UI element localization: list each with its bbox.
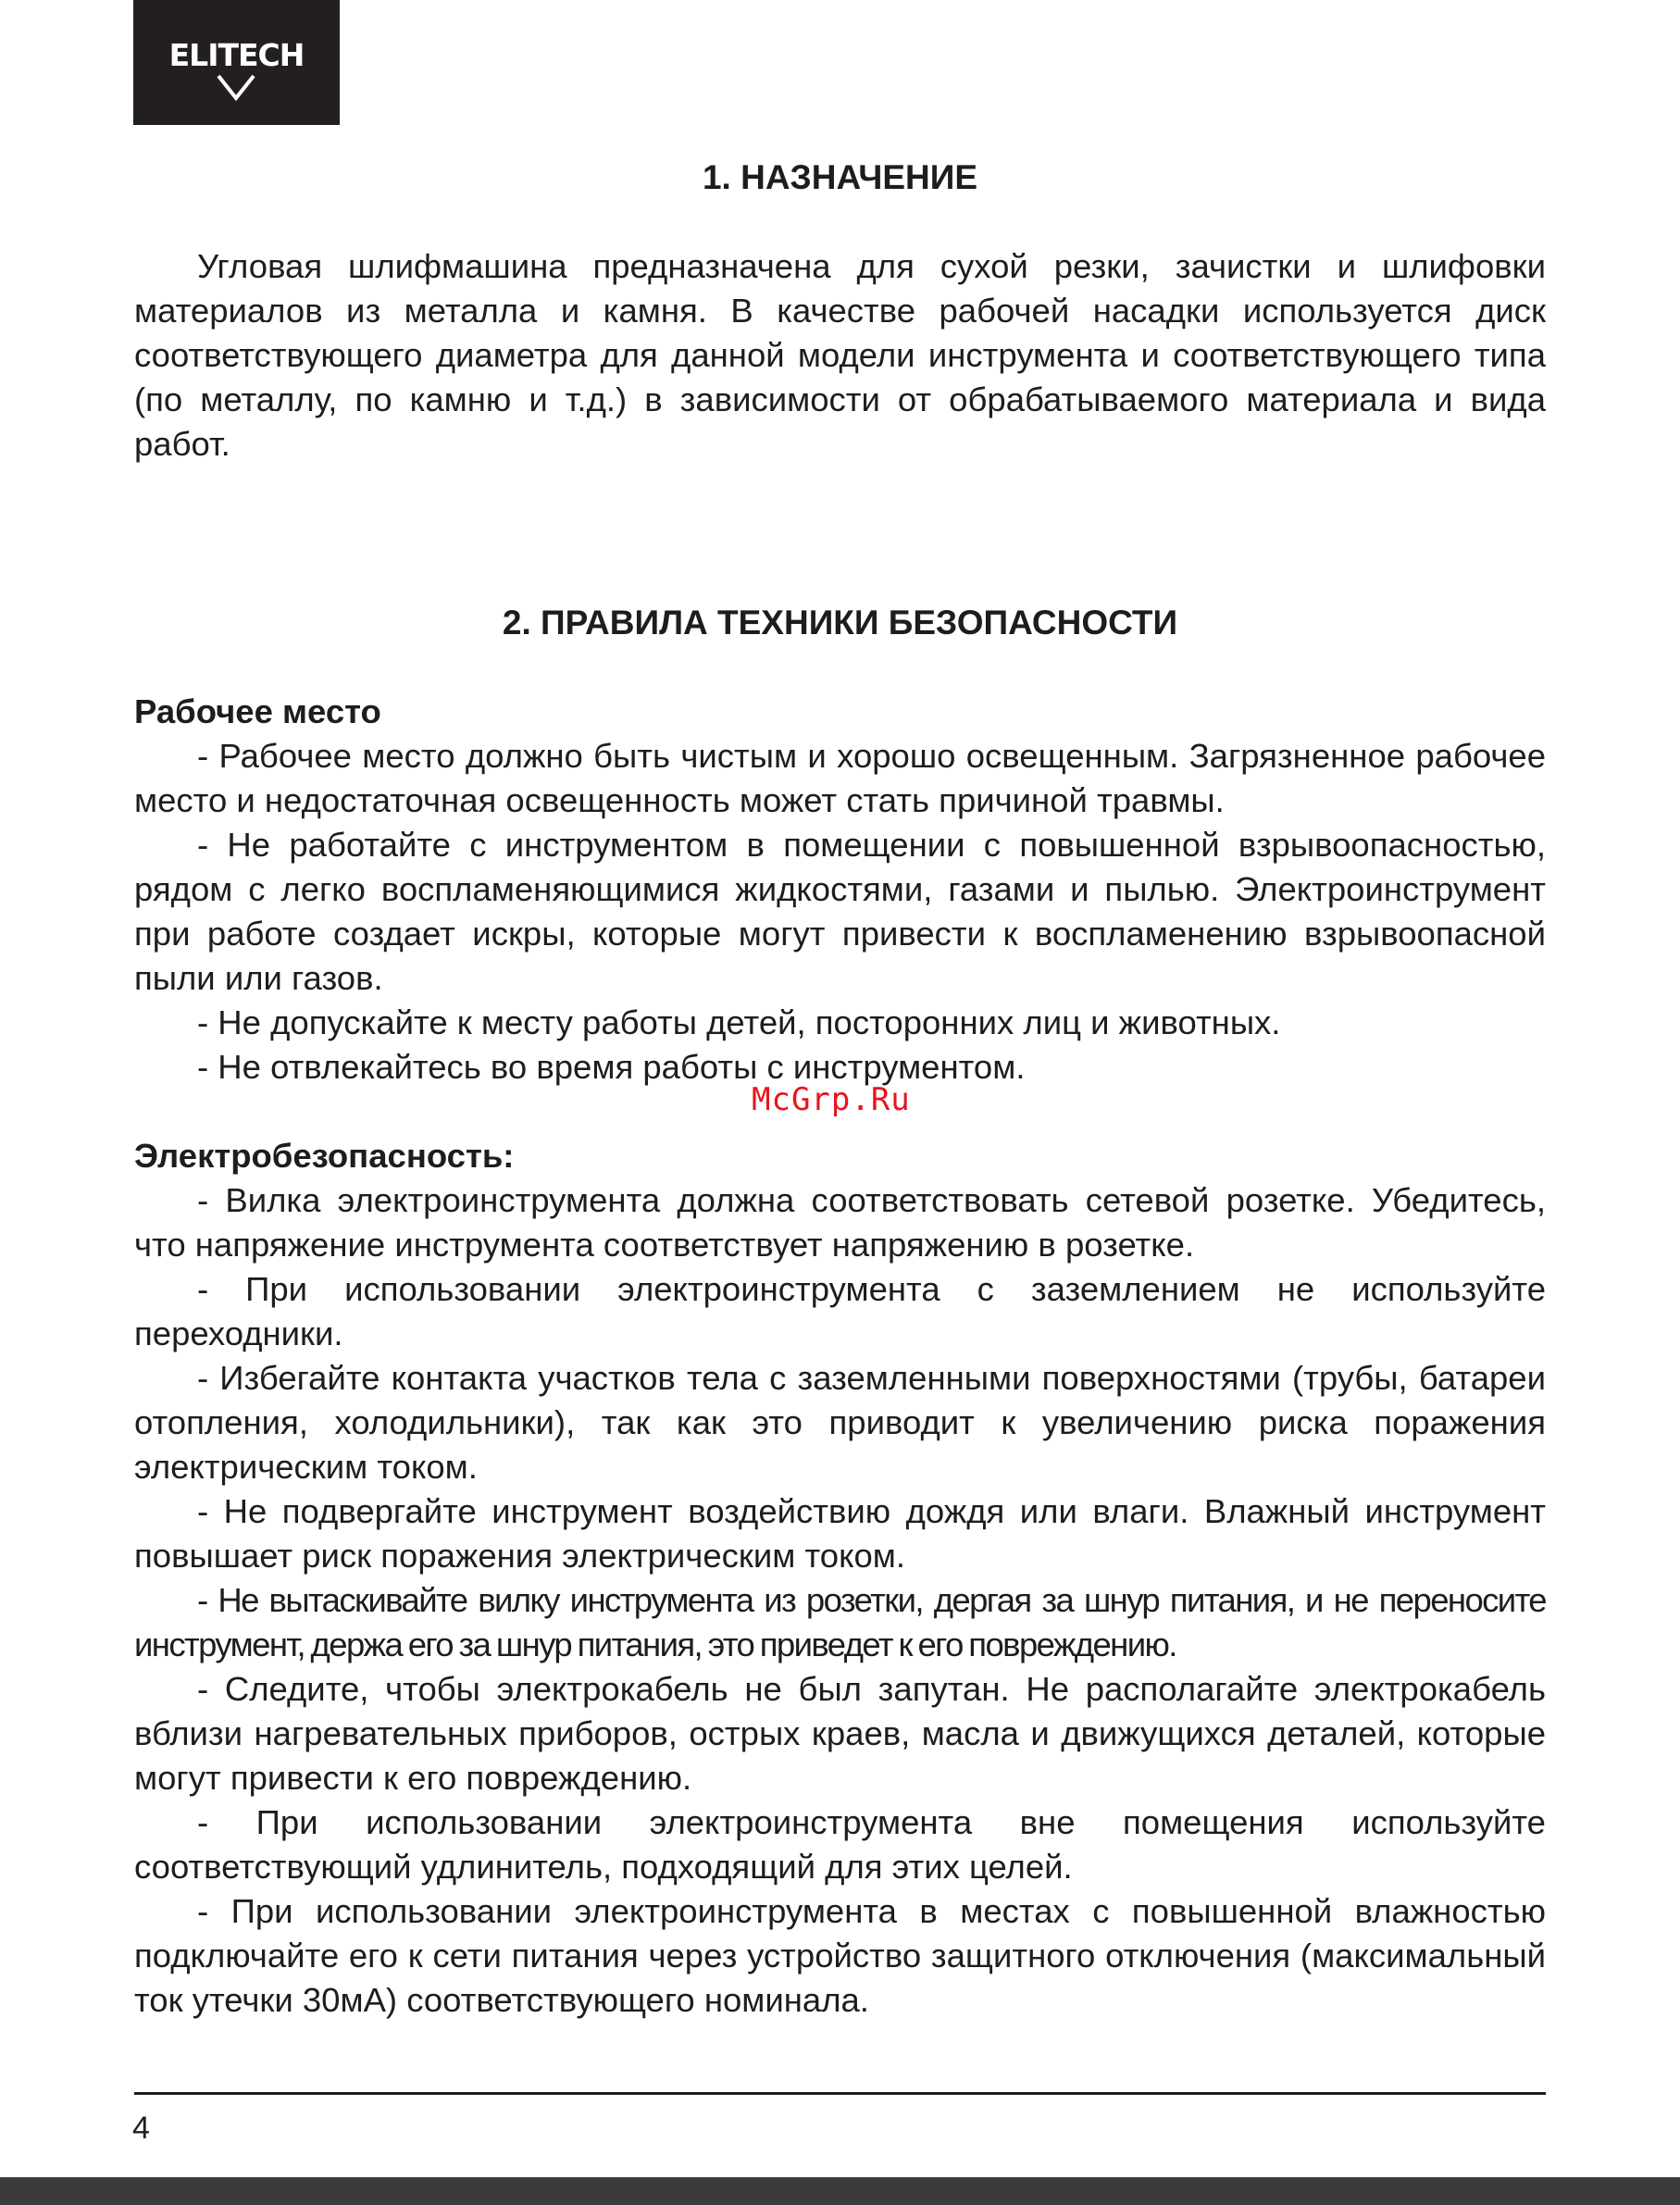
brand-logo-text: ELITECH — [168, 37, 305, 73]
electrical-item: - При использовании электроинструмента вне помещения используйте соответствующий удлинитель, подходящий для этих целей. — [134, 1803, 1546, 1886]
section-1-paragraph: Угловая шлифмашина предназначена для сухой резки, зачистки и шлифовки материалов из металла и камня. В качестве рабочей насадки используется диск соответствующего диаметра для данной модели инструмента и соответствующего типа (по металлу, по камню и т.д.) в зависимости от обрабатываемого материала и вида работ. — [134, 247, 1546, 463]
workplace-item: - Не отвлекайтесь во время работы с инструментом. — [197, 1048, 1026, 1086]
electrical-item: - При использовании электроинструмента в местах с повышенной влажностью подключайте его к сети питания через устройство защитного отключения (максимальный ток утечки 30мА) соответствующего номинала. — [134, 1892, 1546, 2019]
electrical-item: - Не вытаскивайте вилку инструмента из розетки, дергая за шнур питания, и не переносите инструмент, держа его за шнур питания, это приведет к его повреждению. — [134, 1581, 1546, 1663]
workplace-item: - Не работайте с инструментом в помещении с повышенной взрывоопасностью, рядом с легко воспламеняющимися жидкостями, газами и пылью. Электроинструмент при работе создает искры, которые могут привести к воспламенению взрывоопасной пыли или газов. — [134, 826, 1546, 997]
section-2-title: 2. ПРАВИЛА ТЕХНИКИ БЕЗОПАСНОСТИ — [502, 604, 1178, 642]
electrical-item: - Не подвергайте инструмент воздействию дождя или влаги. Влажный инструмент повышает риск поражения электрическим током. — [134, 1492, 1546, 1575]
electrical-item: - Вилка электроинструмента должна соответствовать сетевой розетке. Убедитесь, что напряжение инструмента соответствует напряжению в розетке. — [134, 1181, 1546, 1264]
electrical-item: - Избегайте контакта участков тела с заземленными поверхностями (трубы, батареи отопления, холодильники), так как это приводит к увеличению риска поражения электрическим током. — [134, 1359, 1546, 1486]
electrical-item: - При использовании электроинструмента с заземлением не используйте переходники. — [134, 1270, 1546, 1352]
workplace-item: - Рабочее место должно быть чистым и хорошо освещенным. Загрязненное рабочее место и недостаточная освещенность может стать причиной травмы. — [134, 737, 1546, 819]
scan-edge-strip — [0, 2177, 1680, 2205]
watermark-text: McGrp.Ru — [752, 1081, 911, 1118]
electrical-item: - Следите, чтобы электрокабель не был запутан. Не располагайте электрокабель вблизи нагревательных приборов, острых краев, масла и движущихся деталей, которые могут привести к его повреждению. — [134, 1670, 1546, 1797]
page-number: 4 — [132, 2111, 150, 2146]
section-1-title: 1. НАЗНАЧЕНИЕ — [702, 158, 978, 196]
workplace-item: - Не допускайте к месту работы детей, посторонних лиц и животных. — [197, 1003, 1281, 1041]
brand-logo — [133, 0, 340, 125]
electrical-heading: Электробезопасность: — [134, 1137, 515, 1175]
workplace-heading: Рабочее место — [134, 692, 381, 730]
footer-divider — [134, 2092, 1546, 2095]
